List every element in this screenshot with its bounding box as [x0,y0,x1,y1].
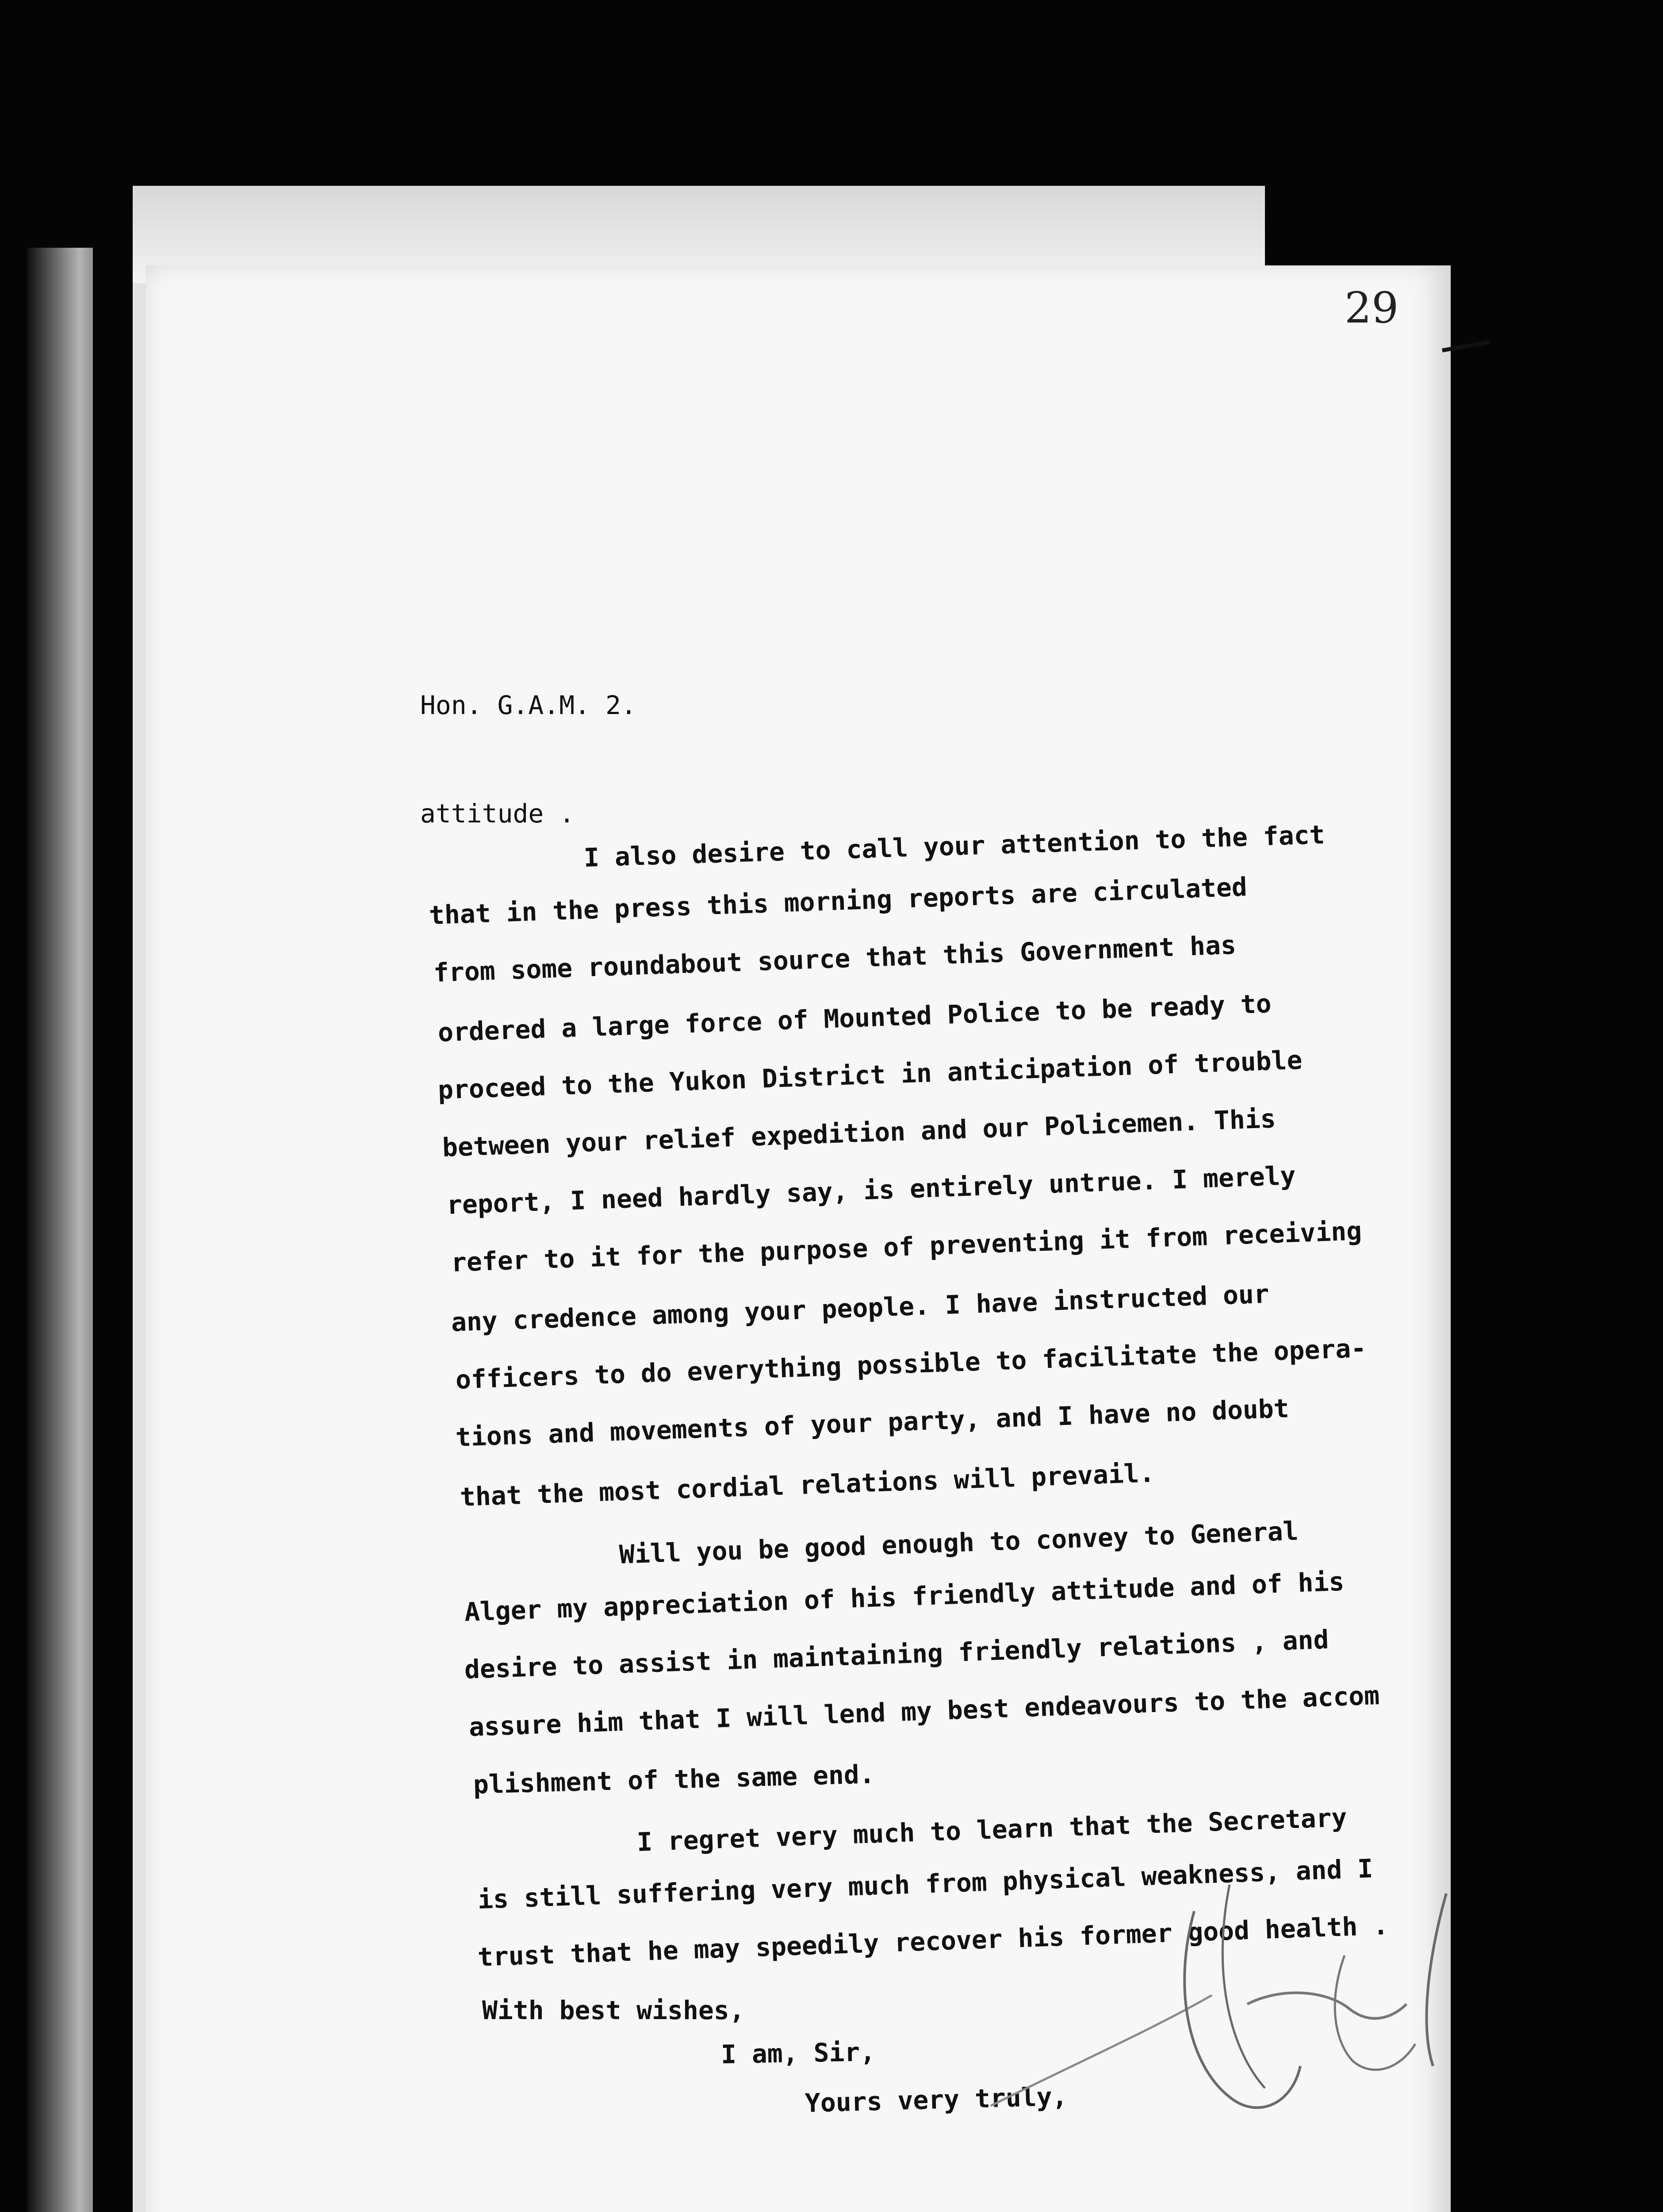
letter-line: trust that he may speedily recover his former good health . [477,1910,1389,1972]
letter-line: between your relief expedition and our Policemen. This [441,1103,1276,1163]
film-binding-edge [27,248,93,2212]
letter-line: Yours very truly, [805,2081,1068,2118]
letter-line: from some roundabout source that this Government has [433,929,1237,988]
letter-line: Alger my appreciation of his friendly attitude and of his [464,1566,1345,1627]
letter-line: any credence among your people. I have instructed our [450,1279,1270,1337]
letter-line: report, I need hardly say, is entirely untrue. I merely [446,1160,1296,1220]
letter-line: I also desire to call your attention to the fact [583,819,1326,873]
letter-line: that the most cordial relations will prevail. [459,1458,1155,1512]
letter-line: proceed to the Yukon District in anticipation of trouble [437,1045,1303,1105]
letter-line: is still suffering very much from physical weakness, and I [477,1853,1374,1915]
letter-line: I am, Sir, [720,2036,876,2070]
letter-line: attitude . [420,799,575,829]
letter-line: that in the press this morning reports are circulated [428,872,1248,930]
letter-heading: Hon. G.A.M. 2. [420,690,636,720]
letter-line: refer to it for the purpose of preventing it from receiving [450,1216,1363,1278]
letter-line: officers to do everything possible to facilitate the opera- [455,1333,1367,1395]
letter-line: With best wishes, [482,1995,745,2025]
letter-line: assure him that I will lend my best endeavours to the accom [468,1680,1380,1742]
page-number: 29 [1345,283,1399,333]
letter-line: tions and movements of your party, and I have no doubt [455,1393,1290,1452]
letter-line: I regret very much to learn that the Secretary [636,1802,1348,1857]
letter-line: ordered a large force of Mounted Police to be ready to [437,988,1272,1048]
letter-line: desire to assist in maintaining friendly relations , and [464,1624,1330,1685]
letter-line: plishment of the same end. [473,1759,875,1800]
handwritten-signature [982,1858,1468,2132]
letter-line: Will you be good enough to convey to General [618,1516,1299,1570]
